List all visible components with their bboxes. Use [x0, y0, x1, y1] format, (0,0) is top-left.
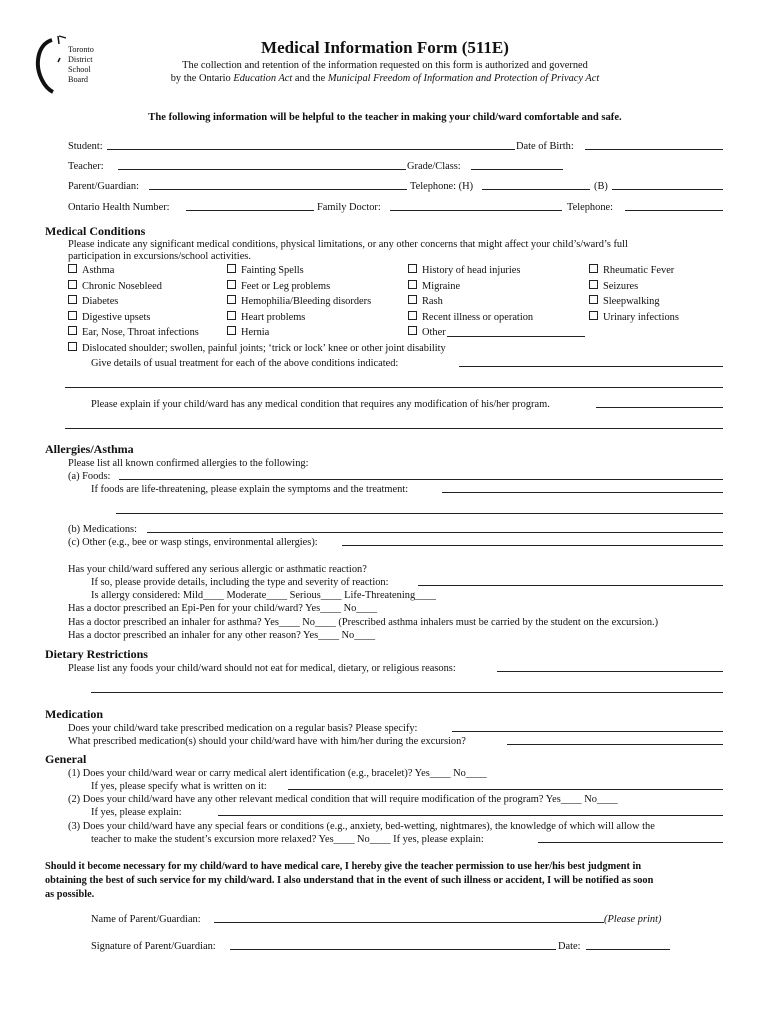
student-field[interactable]: [107, 149, 515, 150]
modification-field[interactable]: [596, 407, 723, 408]
checkbox-icon[interactable]: [68, 280, 77, 289]
general-q1[interactable]: (1) Does your child/ward wear or carry medical alert identification (e.g., bracelet)? Yes____ No____: [68, 768, 487, 779]
condition-checkbox[interactable]: [68, 295, 118, 308]
condition-checkbox[interactable]: [227, 295, 371, 308]
condition-label: Ear, Nose, Throat infections: [82, 327, 199, 338]
allergies-heading: Allergies/Asthma: [45, 442, 134, 456]
sub-pre: by the Ontario: [170, 73, 234, 84]
medication-q1: Does your child/ward take prescribed medication on a regular basis? Please specify:: [68, 723, 418, 734]
doctor-phone-field[interactable]: [625, 210, 723, 211]
epipen-question[interactable]: Has a doctor prescribed an Epi-Pen for your child/ward? Yes____ No____: [68, 603, 378, 614]
logo-line: Toronto: [68, 45, 94, 54]
medical-heading: Medical Conditions: [45, 224, 146, 238]
medications-label: (b) Medications:: [68, 524, 137, 535]
general-q2[interactable]: (2) Does your child/ward have any other relevant medical condition that will require modification of the program? Yes____ No____: [68, 794, 618, 805]
consent-line: as possible.: [45, 889, 95, 900]
checkbox-icon[interactable]: [68, 342, 77, 351]
parent-field[interactable]: [149, 189, 407, 190]
condition-label: Urinary infections: [603, 312, 679, 323]
condition-label: Rash: [422, 296, 443, 307]
medications-field[interactable]: [147, 532, 723, 533]
consent-line: Should it become necessary for my child/ward to have medical care, I hereby give the teacher permission to use her/his best judgment in: [45, 861, 642, 872]
checkbox-icon[interactable]: [227, 264, 236, 273]
condition-label: Asthma: [82, 265, 115, 276]
checkbox-icon[interactable]: [408, 311, 417, 320]
general-q3-detail[interactable]: teacher to make the student’s excursion more relaxed? Yes____ No____ If yes, please explain:: [91, 834, 484, 845]
foods-label: (a) Foods:: [68, 471, 111, 482]
other-allergy-field[interactable]: [342, 545, 723, 546]
intro-text: The following information will be helpful to the teacher in making your child/ward comfortable and safe.: [148, 112, 622, 123]
tel-h-label: Telephone: (H): [410, 181, 474, 192]
condition-checkbox[interactable]: [408, 295, 443, 308]
condition-checkbox[interactable]: [589, 264, 674, 277]
student-label: Student:: [68, 141, 103, 152]
checkbox-icon[interactable]: [68, 295, 77, 304]
condition-checkbox-other[interactable]: [408, 326, 446, 339]
checkbox-icon[interactable]: [68, 264, 77, 273]
checkbox-icon[interactable]: [589, 295, 598, 304]
condition-checkbox[interactable]: [589, 311, 679, 324]
dietary-heading: Dietary Restrictions: [45, 647, 148, 661]
other-condition-field[interactable]: [447, 336, 585, 337]
medication-q2: What prescribed medication(s) should your child/ward have with him/her during the excursion?: [68, 736, 466, 747]
condition-label: Recent illness or operation: [422, 312, 534, 323]
header-subtitle: The collection and retention of the information requested on this form is authorized and governed: [182, 60, 588, 71]
condition-label: Hernia: [241, 327, 270, 338]
teacher-label: Teacher:: [68, 161, 104, 172]
condition-label: Digestive upsets: [82, 312, 151, 323]
other-allergy-label: (c) Other (e.g., bee or wasp stings, environmental allergies):: [68, 537, 318, 548]
reaction-details-label: If so, please provide details, including the type and severity of reaction:: [91, 577, 389, 588]
checkbox-icon[interactable]: [589, 311, 598, 320]
doctor-field[interactable]: [390, 210, 562, 211]
condition-label: Migraine: [422, 281, 461, 292]
parent-name-label: Name of Parent/Guardian:: [91, 914, 201, 925]
inhaler-question[interactable]: Has a doctor prescribed an inhaler for asthma? Yes____ No____ (Prescribed asthma inhalers must be carried by the student on the excursion.): [68, 617, 659, 628]
dietary-label: Please list any foods your child/ward should not eat for medical, dietary, or religious reasons:: [68, 663, 456, 674]
condition-checkbox[interactable]: [68, 342, 446, 355]
condition-label: History of head injuries: [422, 265, 521, 276]
checkbox-icon[interactable]: [227, 280, 236, 289]
dietary-field-2[interactable]: [91, 692, 723, 693]
condition-label: Feet or Leg problems: [241, 281, 331, 292]
allergies-intro: Please list all known confirmed allergies to the following:: [68, 458, 309, 469]
dietary-field[interactable]: [497, 671, 723, 672]
treatment-field[interactable]: [459, 366, 723, 367]
general-q3[interactable]: (3) Does your child/ward have any special fears or conditions (e.g., anxiety, bed-wetting, nightmares), the knowledge of which will allow the: [68, 821, 655, 832]
medication-q2-field[interactable]: [507, 744, 723, 745]
condition-label: Rheumatic Fever: [603, 265, 675, 276]
general-q2-field[interactable]: [218, 815, 723, 816]
checkbox-icon[interactable]: [68, 311, 77, 320]
checkbox-icon[interactable]: [227, 311, 236, 320]
severity-options[interactable]: Is allergy considered: Mild____ Moderate____ Serious____ Life-Threatening____: [91, 590, 436, 601]
treatment-field-2[interactable]: [65, 387, 723, 388]
general-q1-detail: If yes, please specify what is written on it:: [91, 781, 267, 792]
condition-label: Chronic Nosebleed: [82, 281, 162, 292]
general-q2-detail: If yes, please explain:: [91, 807, 182, 818]
condition-label: Heart problems: [241, 312, 306, 323]
grade-field[interactable]: [471, 169, 563, 170]
teacher-field[interactable]: [118, 169, 406, 170]
checkbox-icon[interactable]: [68, 326, 77, 335]
ohn-label: Ontario Health Number:: [68, 202, 170, 213]
checkbox-icon[interactable]: [408, 295, 417, 304]
modification-field-2[interactable]: [65, 428, 723, 429]
checkbox-icon[interactable]: [589, 280, 598, 289]
logo-line: District: [68, 55, 93, 64]
medical-intro: Please indicate any significant medical conditions, physical limitations, or any other concerns that might affect your child’s/ward’s full: [68, 239, 628, 250]
general-q1-field[interactable]: [288, 789, 723, 790]
checkbox-icon[interactable]: [408, 264, 417, 273]
parent-name-field[interactable]: [214, 922, 604, 923]
tel-b-label: (B): [594, 181, 608, 192]
sub-mid: and the: [292, 73, 328, 84]
condition-label: Diabetes: [82, 296, 119, 307]
tel-h-field[interactable]: [482, 189, 590, 190]
dob-field[interactable]: [585, 149, 723, 150]
checkbox-icon[interactable]: [408, 280, 417, 289]
condition-label: Hemophilia/Bleeding disorders: [241, 296, 372, 307]
condition-checkbox[interactable]: [408, 311, 533, 324]
please-print-note: (Please print): [604, 914, 662, 925]
date-label: Date:: [558, 941, 581, 952]
condition-checkbox[interactable]: [227, 280, 330, 293]
signature-label: Signature of Parent/Guardian:: [91, 941, 216, 952]
inhaler-other-question[interactable]: Has a doctor prescribed an inhaler for any other reason? Yes____ No____: [68, 630, 376, 641]
ohn-field[interactable]: [186, 210, 314, 211]
medical-intro-2: participation in excursions/school activities.: [68, 251, 251, 262]
page-title: Medical Information Form (511E): [261, 38, 509, 57]
checkbox-icon[interactable]: [227, 326, 236, 335]
parent-label: Parent/Guardian:: [68, 181, 139, 192]
life-threatening-field-2[interactable]: [116, 513, 723, 514]
reaction-details-field[interactable]: [418, 585, 723, 586]
medication-heading: Medication: [45, 707, 103, 721]
condition-label: Other: [422, 327, 446, 338]
logo-line: Board: [68, 75, 89, 84]
condition-checkbox[interactable]: [408, 264, 520, 277]
tel-b-field[interactable]: [612, 189, 723, 190]
condition-checkbox[interactable]: [227, 264, 304, 277]
condition-checkbox[interactable]: [589, 280, 638, 293]
condition-checkbox[interactable]: [68, 326, 199, 339]
condition-checkbox[interactable]: [68, 311, 150, 324]
life-threatening-label: If foods are life-threatening, please explain the symptoms and the treatment:: [91, 484, 409, 495]
doctor-label: Family Doctor:: [317, 202, 381, 213]
condition-checkbox[interactable]: [227, 326, 269, 339]
condition-label: Sleepwalking: [603, 296, 660, 307]
education-act: Education Act: [233, 73, 293, 84]
condition-label: Seizures: [603, 281, 639, 292]
condition-checkbox[interactable]: [68, 264, 114, 277]
checkbox-icon[interactable]: [589, 264, 598, 273]
modification-label: Please explain if your child/ward has any medical condition that requires any modification of his/her program.: [91, 399, 550, 410]
condition-label: Fainting Spells: [241, 265, 304, 276]
header-subtitle-2: [0, 72, 770, 85]
consent-line: obtaining the best of such service for my child/ward. I also understand that in the event of such illness or accident, I will be notified as soon: [45, 875, 654, 886]
grade-label: Grade/Class:: [407, 161, 461, 172]
medication-q1-field[interactable]: [452, 731, 723, 732]
general-q3-field[interactable]: [538, 842, 723, 843]
condition-checkbox[interactable]: [408, 280, 460, 293]
signature-field[interactable]: [230, 949, 556, 950]
date-field[interactable]: [586, 949, 670, 950]
life-threatening-field[interactable]: [442, 492, 723, 493]
dob-label: Date of Birth:: [516, 141, 574, 152]
condition-checkbox[interactable]: [68, 280, 162, 293]
condition-label: Dislocated shoulder; swollen, painful joints; ‘trick or lock’ knee or other joint disability: [82, 343, 446, 354]
foods-field[interactable]: [119, 479, 723, 480]
doctor-phone-label: Telephone:: [567, 202, 614, 213]
checkbox-icon[interactable]: [227, 295, 236, 304]
privacy-act: Municipal Freedom of Information and Protection of Privacy Act: [327, 73, 600, 84]
condition-checkbox[interactable]: [227, 311, 305, 324]
general-heading: General: [45, 752, 87, 766]
logo-line: School: [68, 65, 91, 74]
serious-reaction-label: Has your child/ward suffered any serious allergic or asthmatic reaction?: [68, 564, 367, 575]
condition-checkbox[interactable]: [589, 295, 660, 308]
checkbox-icon[interactable]: [408, 326, 417, 335]
treatment-label: Give details of usual treatment for each of the above conditions indicated:: [91, 358, 399, 369]
